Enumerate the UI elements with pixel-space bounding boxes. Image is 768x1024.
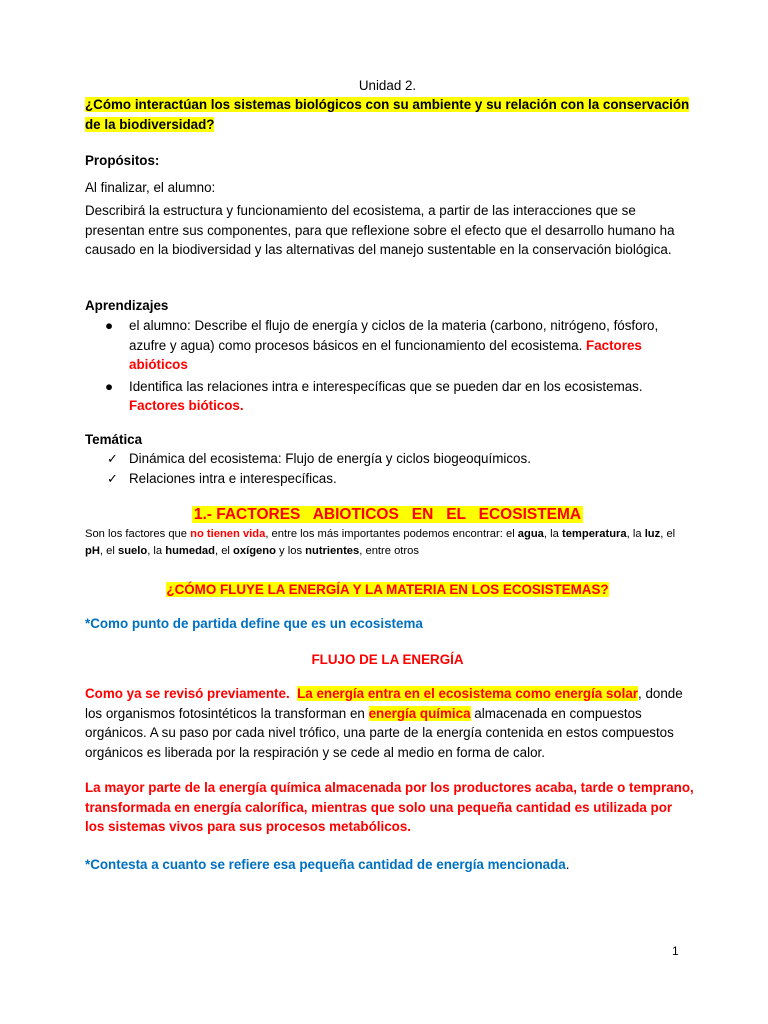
- intro-text: , entre los más importantes podemos encontrar: el: [265, 528, 518, 540]
- factor-term: suelo: [117, 545, 148, 557]
- task-define-ecosystem: *Como punto de partida define que es un ecosistema: [85, 616, 423, 631]
- flujo-paragraph-1: [85, 684, 695, 762]
- separator: , entre otros: [359, 545, 419, 557]
- flujo-title: FLUJO DE LA ENERGÍA: [311, 652, 464, 667]
- tematica-item: Relaciones intra e interespecíficas.: [129, 470, 337, 486]
- factor-term: temperatura: [561, 528, 627, 540]
- separator: , la: [147, 545, 166, 557]
- aprendizajes-heading: Aprendizajes: [85, 298, 169, 313]
- factor-term: pH: [85, 545, 100, 557]
- factor-term: agua: [517, 528, 544, 540]
- separator: , el: [99, 545, 118, 557]
- item-text: Identifica las relaciones intra e interespecíficas que se pueden dar en los ecosistemas.: [129, 378, 643, 394]
- item-text: Describe el flujo de energía y ciclos de la materia (carbono, nitrógeno, fósforo, azufre y agua) como procesos básicos en el funcionamiento del ecosistema.: [129, 318, 659, 353]
- factor-term: nutrientes: [305, 545, 360, 557]
- separator: , el: [660, 528, 676, 540]
- list-item: [85, 469, 690, 489]
- p1-text: , donde los organismos fotosintéticos la transforman en: [85, 686, 683, 721]
- tematica-item: Dinámica del ecosistema: Flujo de energía y ciclos biogeoquímicos.: [129, 451, 531, 466]
- task2-end: .: [565, 857, 570, 872]
- unit-title: Unidad 2.: [358, 78, 417, 93]
- bullet-icon: ●: [105, 318, 114, 333]
- separator: y los: [275, 545, 306, 557]
- flow-question: ¿CÓMO FLUYE LA ENERGÍA Y LA MATERIA EN LOS ECOSISTEMAS?: [166, 582, 609, 597]
- item-lead: el alumno:: [129, 318, 195, 333]
- p1-gap: [290, 686, 297, 701]
- task-energy-question: [85, 855, 690, 875]
- p1-highlight-2: energía química: [368, 705, 471, 721]
- question-row: [85, 580, 690, 600]
- separator: , la: [543, 528, 562, 540]
- intro-text: Son los factores que: [85, 528, 191, 540]
- list-item: [85, 316, 690, 375]
- unit-question-text: ¿Cómo interactúan los sistemas biológicos con su ambiente y su relación con la conservación de la biodiversidad?: [85, 97, 690, 132]
- list-item: [85, 377, 690, 416]
- p1-highlight: La energía entra en el ecosistema como energía solar: [297, 686, 638, 701]
- p1-text: almacenada en compuestos orgánicos. A su paso por cada nivel trófico, una parte de la energía contenida en estos compuestos orgánicos es liberada por la respiración y se cede al medio en forma de calor.: [85, 705, 674, 760]
- separator: , el: [214, 545, 234, 557]
- p1-red: Como ya se revisó previamente.: [85, 686, 290, 701]
- page-number: 1: [672, 944, 679, 958]
- section-title: 1.- FACTORES ABIOTICOS EN EL ECOSISTEMA: [193, 506, 582, 523]
- tematica-heading: Temática: [85, 432, 143, 447]
- task2-text: *Contesta a cuanto se refiere esa pequeña cantidad de energía mencionada: [85, 857, 566, 872]
- section-title-row: [85, 505, 690, 525]
- checkmark-icon: ✓: [107, 470, 118, 486]
- separator: , la: [626, 528, 645, 540]
- list-item: [85, 449, 690, 469]
- checkmark-icon: ✓: [107, 451, 118, 466]
- factor-term: humedad: [165, 545, 215, 557]
- abioticos-intro: [85, 526, 695, 560]
- unit-question: [85, 95, 693, 134]
- aprendizajes-list: [85, 316, 690, 416]
- factor-term: luz: [644, 528, 661, 540]
- propositos-intro: Al finalizar, el alumno:: [85, 180, 216, 195]
- propositos-heading: Propósitos:: [85, 153, 160, 168]
- propositos-body: Describirá la estructura y funcionamiento del ecosistema, a partir de las interacciones que se presentan entre sus componentes, para que reflexione sobre el efecto que el desarrollo humano ha causado en la biodiversidad y las alternativas del manejo sustentable en la conservación biológica.: [85, 203, 675, 257]
- item-tag: Factores bióticos.: [129, 398, 244, 413]
- flujo-paragraph-2: La mayor parte de la energía química almacenada por los productores acaba, tarde o temprano, transformada en energía calorífica, mientras que solo una pequeña cantidad es utilizada por los sistemas vivos para sus procesos metabólicos.: [85, 780, 694, 834]
- intro-highlight: no tienen vida: [190, 528, 266, 540]
- bullet-icon: ●: [105, 378, 114, 394]
- tematica-list: [85, 449, 690, 488]
- item-tag: Factores abióticos: [129, 337, 642, 372]
- factor-term: oxígeno: [233, 545, 276, 557]
